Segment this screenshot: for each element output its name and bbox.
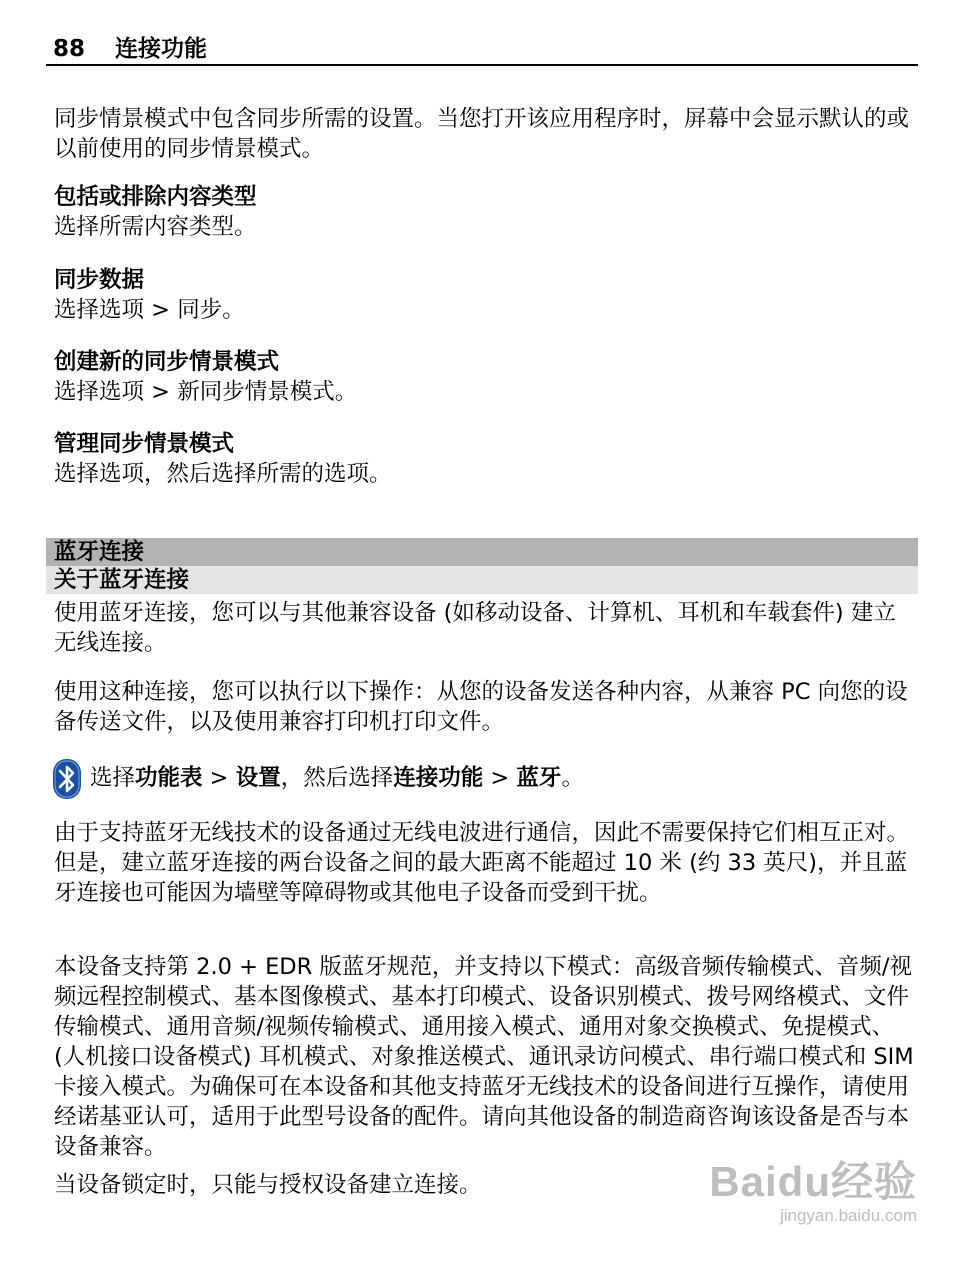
bt-paragraph-4: 本设备支持第 2.0 + EDR 版蓝牙规范，并支持以下模式：高级音频传输模式、音频/视频远程控制模式、基本图像模式、基本打印模式、设备识别模式、拨号网络模式、文件传输模式、通用音频/视频传输模式、通用接入模式、通用对象交换模式、免提模式、(人机接口设备模式) 耳机模式、对象推送模式、通讯录访问模式、串行端口模式和 SIM 卡接入模式。为确保可在本设备和其他支持蓝牙无线技术的设备间进行互操作，请使用经诺基亚认可，适用于此型号设备的配件。请向其他设备的制造商咨询该设备是否与本设备兼容。 — [54, 954, 914, 1160]
bt-paragraph-2: 使用这种连接，您可以执行以下操作：从您的设备发送各种内容，从兼容 PC 向您的设备传送文件，以及使用兼容打印机打印文件。 — [54, 679, 908, 735]
intro-paragraph: 同步情景模式中包含同步所需的设置。当您打开该应用程序时，屏幕中会显示默认的或以前使用的同步情景模式。 — [54, 106, 910, 162]
bt-paragraph-5: 当设备锁定时，只能与授权设备建立连接。 — [54, 1172, 482, 1198]
ui-label-options: 选项 — [99, 379, 145, 405]
section-body: 选择所需内容类型。 — [54, 214, 257, 240]
chapter-title: 连接功能 — [115, 36, 207, 62]
section-sync-data — [54, 265, 914, 325]
section-body: 选择选项，然后选择所需的选项。 — [54, 461, 392, 487]
section-body: 选择选项 > 同步。 — [54, 297, 245, 323]
section-content-types — [54, 182, 914, 242]
section-heading: 创建新的同步情景模式 — [54, 349, 280, 375]
ui-label-options: 选项 — [99, 297, 145, 323]
section-manage-profiles — [54, 429, 914, 489]
ui-label-bluetooth: 蓝牙 — [516, 765, 562, 791]
section-create-profile — [54, 347, 914, 407]
ui-label-connectivity: 连接功能 — [393, 765, 484, 791]
section-heading: 同步数据 — [54, 267, 145, 293]
section-body: 选择选项 > 新同步情景模式。 — [54, 379, 358, 405]
ui-label-settings: 设置 — [235, 765, 281, 791]
bluetooth-icon — [52, 758, 82, 800]
watermark-logo: Baidu经验 — [709, 1158, 917, 1205]
watermark-url: jingyan.baidu.com — [779, 1206, 917, 1225]
bt-paragraph-1: 使用蓝牙连接，您可以与其他兼容设备 (如移动设备、计算机、耳机和车载套件) 建立无线连接。 — [54, 600, 896, 656]
ui-label-sync: 同步 — [177, 297, 223, 323]
subsection-title-bar: 关于蓝牙连接 — [46, 566, 918, 594]
ui-label-new-profile: 新同步情景模式 — [177, 379, 335, 405]
section-title-bar: 蓝牙连接 — [46, 538, 918, 566]
ui-label-menu: 功能表 — [135, 765, 203, 791]
page-number: 88 — [53, 36, 86, 62]
section-heading: 包括或排除内容类型 — [54, 184, 257, 210]
baidu-watermark — [709, 1158, 917, 1226]
bt-instruction: 选择功能表 > 设置，然后选择连接功能 > 蓝牙。 — [52, 757, 912, 800]
running-header — [46, 30, 918, 66]
section-heading: 管理同步情景模式 — [54, 431, 235, 457]
bt-paragraph-3: 由于支持蓝牙无线技术的设备通过无线电波进行通信，因此不需要保持它们相互正对。但是，建立蓝牙连接的两台设备之间的最大距离不能超过 10 米 (约 33 英尺)，并且蓝牙连接也可能因为墙壁等障碍物或其他电子设备而受到干扰。 — [54, 820, 910, 906]
